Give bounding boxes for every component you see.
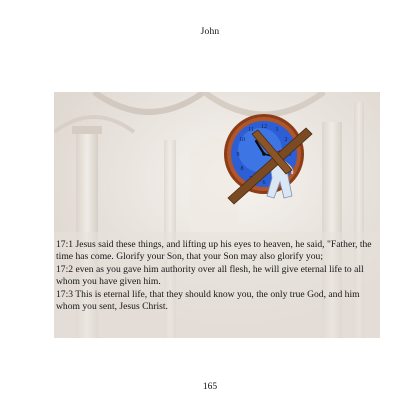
clock-numeral: 9	[236, 152, 240, 158]
scripture-passage	[56, 239, 378, 313]
clock-numeral: 2	[284, 137, 288, 143]
page-number: 165	[202, 382, 218, 392]
clock-numeral: 1	[275, 127, 279, 133]
verse: 17:2 even as you gave him authority over all flesh, he will give eternal life to all whom you have given him.	[56, 263, 364, 288]
clock-numeral: 12	[261, 124, 267, 130]
running-head: John	[200, 27, 220, 37]
clock-numeral: 3	[288, 152, 292, 158]
clock-numeral: 10	[239, 137, 245, 143]
verse: 17:1 Jesus said these things, and lifting up his eyes to heaven, he said, "Father, the time has come. Glorify your Son, that your Son may also glorify you;	[56, 239, 372, 263]
clock-numeral: 8	[240, 166, 244, 172]
clock-with-cross-illustration	[222, 112, 314, 212]
illustration-panel	[54, 92, 380, 338]
clock-numeral: 6	[262, 180, 266, 186]
clock	[224, 114, 304, 194]
clock-numeral: 11	[248, 127, 254, 133]
verse: 17:3 This is eternal life, that they should know you, the only true God, and him whom you sent, Jesus Christ.	[56, 288, 360, 313]
